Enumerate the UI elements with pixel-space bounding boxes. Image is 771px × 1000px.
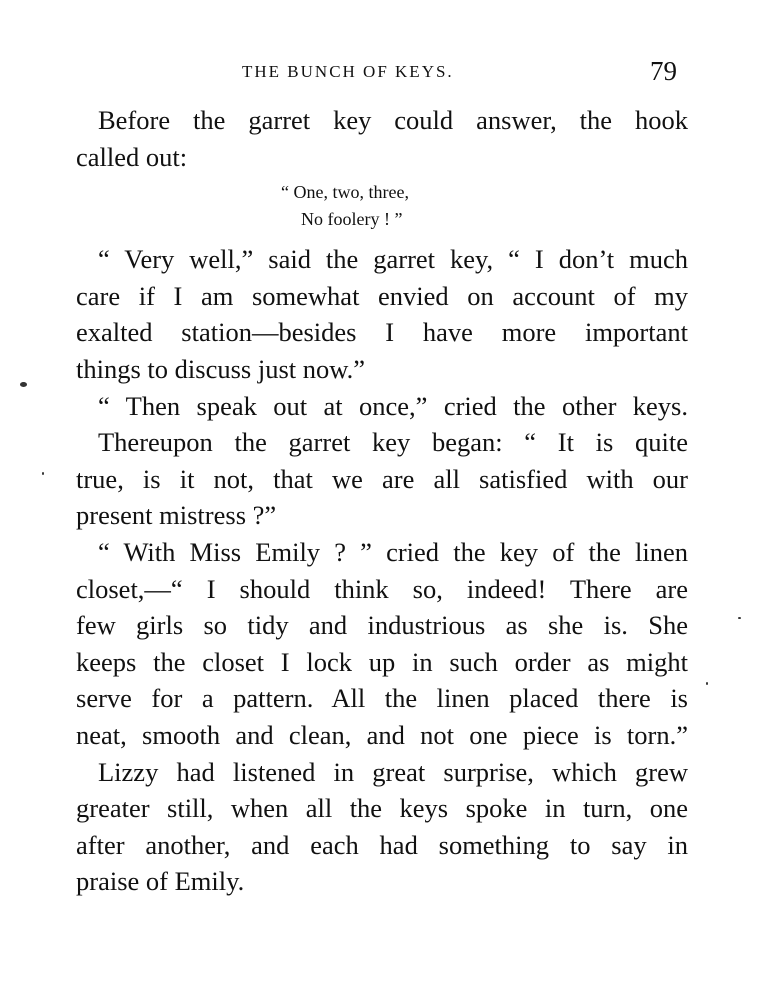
text-line: true, is it not, that we are all satisfied with our [76,463,688,494]
text-line: “ Very well,” said the garret key, “ I don’t much [98,244,688,275]
text-line: after another, and each had something to say in [76,829,688,860]
text-line: greater still, when all the keys spoke in turn, one [76,793,688,824]
running-title: THE BUNCH OF KEYS. [242,62,454,81]
text-line: care if I am somewhat envied on account of my [76,280,688,311]
verse-line: “ One, two, three, [281,182,409,203]
text-line: called out: [76,141,188,172]
body-text [76,102,688,900]
text-line: exalted station—besides I have more important [76,317,688,348]
text-line: few girls so tidy and industrious as she is. She [76,610,688,641]
running-head [0,58,771,88]
text-line: serve for a pattern. All the linen placed there is [76,683,688,714]
text-line: things to discuss just now.” [76,353,366,384]
text-line: Lizzy had listened in great surprise, which grew [98,756,688,787]
text-line: neat, smooth and clean, and not one piece is torn.” [76,719,688,750]
text-line: closet,—“ I should think so, indeed! There are [76,573,688,604]
ink-speck [20,382,27,387]
ink-speck [738,617,741,619]
text-line: present mistress ?” [76,500,277,531]
verse-line: No foolery ! ” [301,209,403,230]
page-number: 79 [650,56,677,86]
text-line: Before the garret key could answer, the hook [98,105,688,135]
text-line: keeps the closet I lock up in such order as might [76,646,688,677]
text-line: “ Then speak out at once,” cried the other keys. [98,390,688,421]
ink-speck [42,472,44,475]
text-line: Thereupon the garret key began: “ It is quite [98,427,688,458]
ink-speck [706,682,708,685]
text-line: praise of Emily. [76,866,245,897]
text-line: “ With Miss Emily ? ” cried the key of the linen [98,536,688,567]
